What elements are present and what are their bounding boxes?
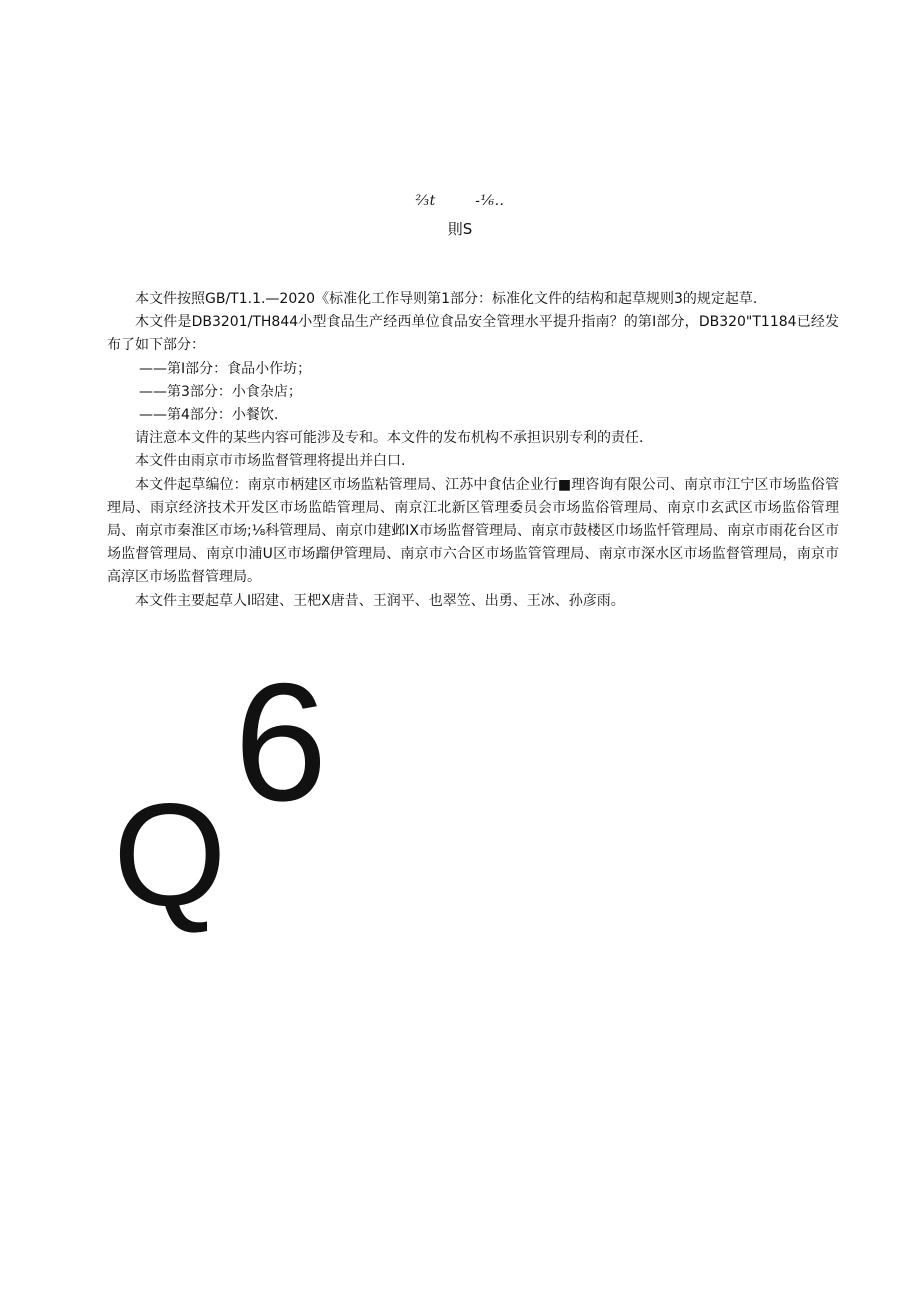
series-parts-paragraph: 木文件是DB3201/TH844小型食品生产经西单位食品安全管理水平提升指南？的第I部分，DB320"T1184已经发布了如下部分： [107,314,839,354]
foreword-body [107,288,839,613]
stray-large-letter: Q [113,773,227,936]
drafters-paragraph: 本文件主要起草人І昭建、王杷X唐昔、王润平、也翠笠、出勇、王冰、孙彦雨。 [135,592,625,609]
standard-basis-paragraph: 本文件按照GB/T1.1.—2020《标准化工作导则第1部分：标准化文件的结构和起草规则3的规定起草. [135,291,758,307]
page-title: 則S [447,220,473,238]
stray-large-digit: 6 [234,648,328,836]
list-item: ——第I部分：食品小作坊； [139,360,312,377]
patent-notice-paragraph: 请注意本文件的某些内容可能涉及专和。本文件的发布机构不承担识别专利的责任. [135,430,644,447]
scanned-header-text: ⅔t -⅙.. [415,193,505,209]
proposer-paragraph: 本文件由雨京市市场监督管理将提出并白口. [135,453,406,470]
list-item: ——第3部分：小食杂店； [139,383,302,400]
drafting-units-paragraph: 本文件起草编位：南京市柄建区市场监粘管理局、江苏中食估企业行■理咨询有限公司、南京市江宁区市场监俗管理局、雨京经济技术开发区市场监皓管理局、南京江北新区管理委员会市场监俗管理局、南京巾玄武区市场监俗管理局、南京市秦淮区市场;⅛科管理局、南京巾建邺ІX市场监督管理局、南京市鼓楼区巾场监忏管理局、南京市雨花台区市场监督管理局、南京巾浦U区市场蹓伊管理局、南京市六合区市场监管管理局、南京市深水区市场监督管理局，南京市高淳区市场监督管理局。 [107,476,840,586]
list-item: ——第4部分：小餐饮. [139,407,279,424]
